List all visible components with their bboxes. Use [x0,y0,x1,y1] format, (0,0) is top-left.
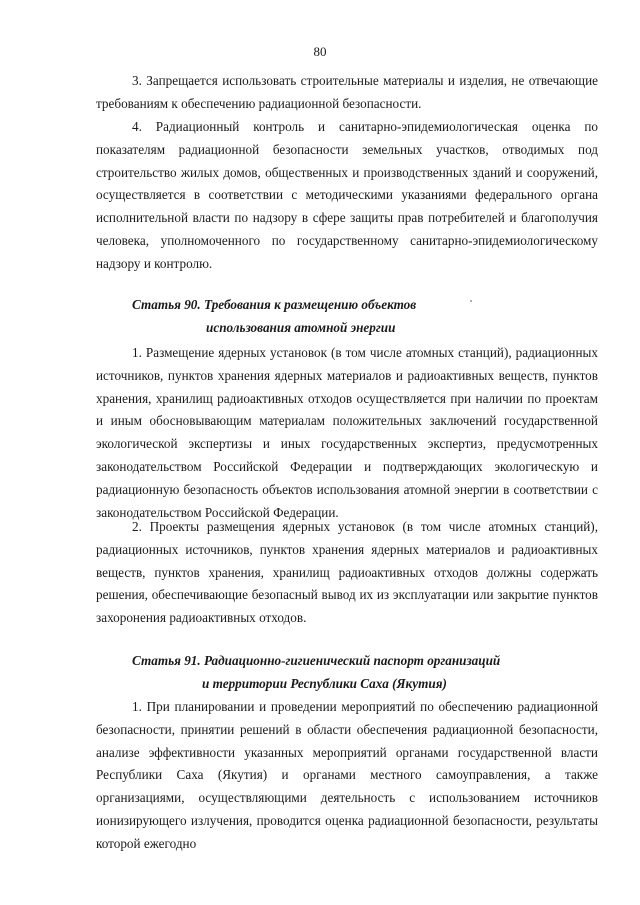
article-90-paragraph-1: 1. Размещение ядерных установок (в том числе атомных станций), радиационных источников, пунктов хранения ядерных материалов и радиоактивных веществ, пунктов хранения, хранилищ радиоактивных отходов осуществляется при наличии по проектам и иным обосновывающим материалам положительных заключений государственной экологической экспертизы и иных государственных экспертиз, предусмотренных законодательством Российской Федерации и подтверждающих экологическую и радиационную безопасность объектов использования атомной энергии в соответствии с законодательством Российской Федерации. [96,345,598,520]
article-90-heading-line-2: использования атомной энергии [206,320,396,335]
article-89-paragraph-3: 3. Запрещается использовать строительные материалы и изделия, не отвечающие требованиям к обеспечению радиационной безопасности. [96,73,598,111]
article-89-paragraph-4: 4. Радиационный контроль и санитарно-эпидемиологическая оценка по показателям радиационной безопасности земельных участков, отводимых под строительство жилых домов, общественных и производственных зданий и сооружений, осуществляется в соответствии с методическими указаниями федерального органа исполнительной власти по надзору в сфере защиты прав потребителей и благополучия человека, уполномоченного по государственному санитарно-эпидемиологическому надзору и контролю. [96,119,598,271]
page-number: 80 [313,44,327,59]
article-90-paragraph-2: 2. Проекты размещения ядерных установок (в том числе атомных станций), радиационных источников, пунктов хранения ядерных материалов и радиоактивных веществ, пунктов хранения, хранилищ радиоактивных отходов должны содержать решения, обеспечивающие безопасный вывод их из эксплуатации или закрытие пунктов захоронения радиоактивных отходов. [96,519,598,626]
article-90-heading-line-1: Статья 90. Требования к размещению объектов [132,297,417,312]
article-91-heading-line-1: Статья 91. Радиационно-гигиенический паспорт организаций [132,653,501,668]
article-91-paragraph-1: 1. При планировании и проведении мероприятий по обеспечению радиационной безопасности, принятии решений в области обеспечения радиационной безопасности, анализе эффективности указанных мероприятий органами государственной власти Республики Саха (Якутия) и органами местного самоуправления, а также организациями, осуществляющими деятельность с использованием источников ионизирующего излучения, проводится оценка радиационной безопасности, результаты которой ежегодно [96,699,598,851]
scan-speck [470,300,472,302]
article-91-heading-line-2: и территории Республики Саха (Якутия) [202,676,447,691]
